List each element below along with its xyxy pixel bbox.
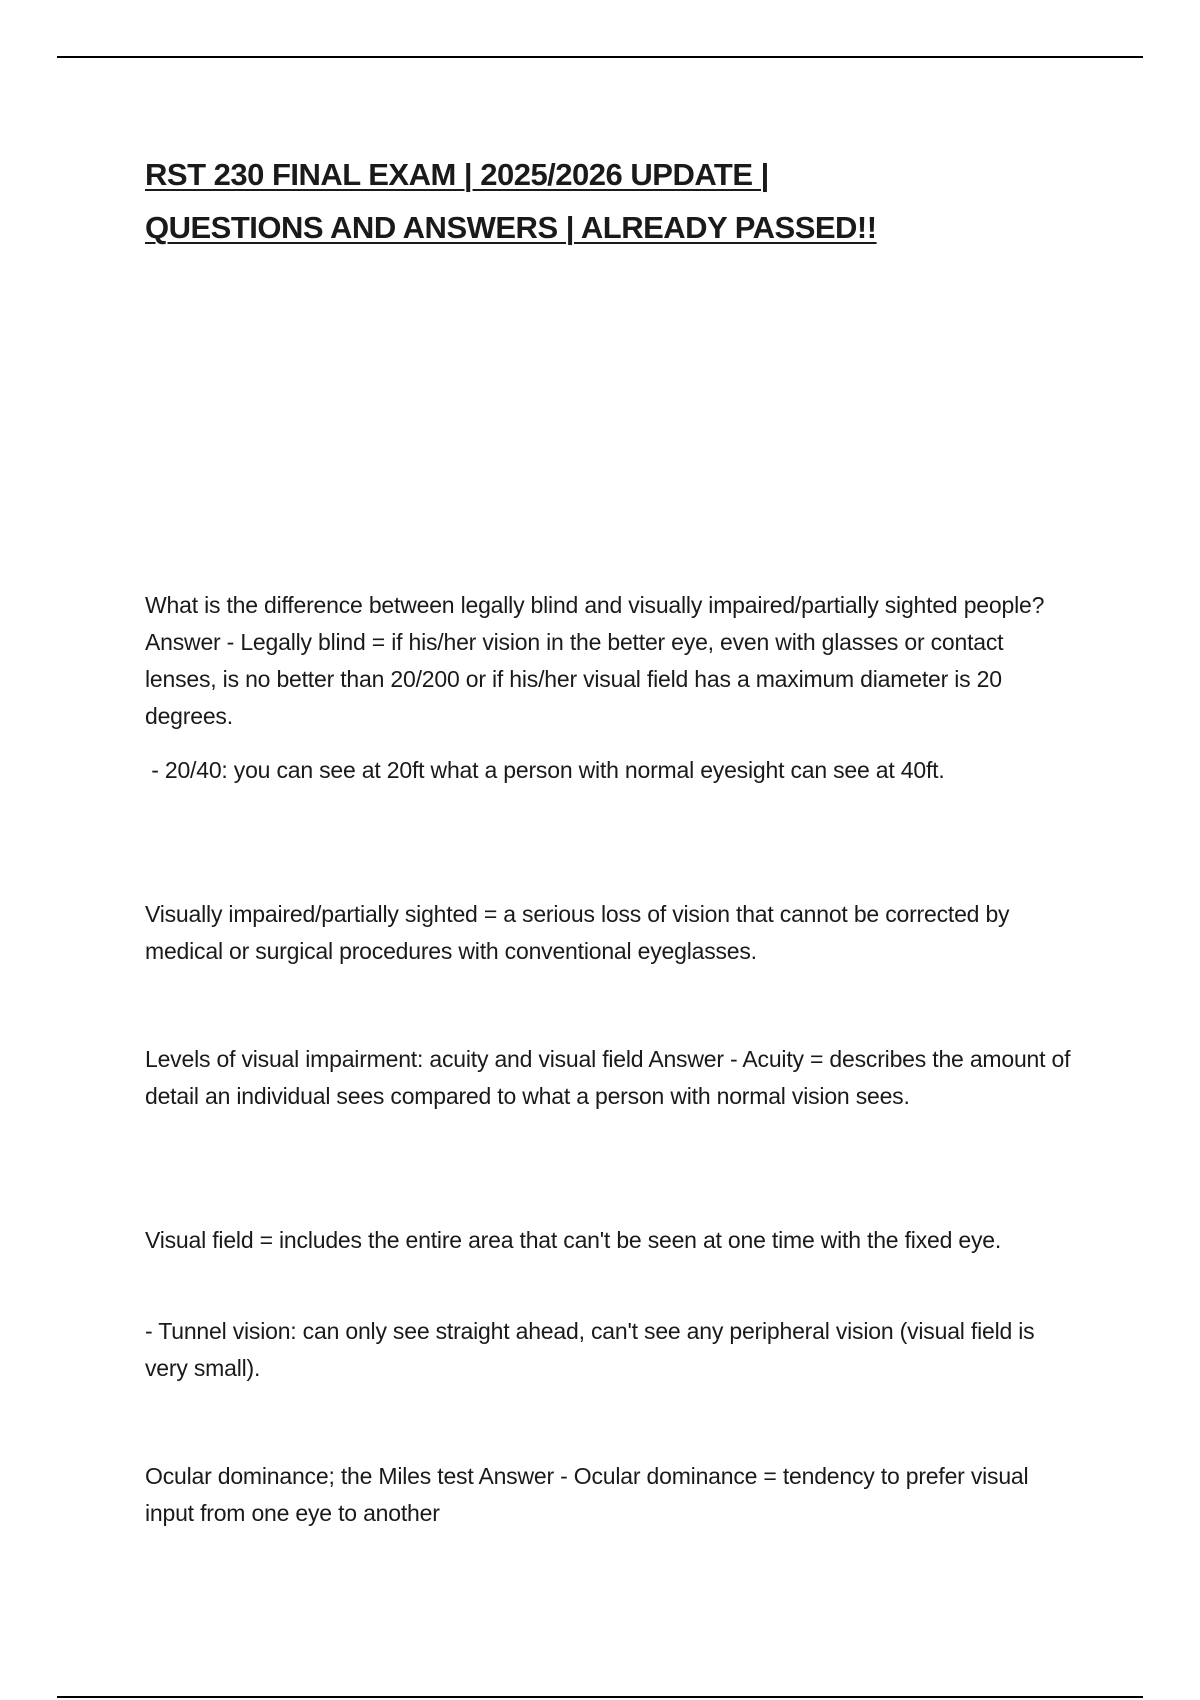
paragraph-ocular-dominance: Ocular dominance; the Miles test Answer - Ocular dominance = tendency to prefer visual input from one eye to another bbox=[145, 1463, 1029, 1526]
paragraph-visually-impaired: Visually impaired/partially sighted = a serious loss of vision that cannot be corrected by medical or surgical procedures with conventional eyeglasses. bbox=[145, 901, 1010, 964]
document-title bbox=[145, 148, 1075, 254]
paragraph-legally-blind: What is the difference between legally blind and visually impaired/partially sighted people? Answer - Legally blind = if his/her vision in the better eye, even with glasses or contact lenses, is no better than 20/200 or if his/her visual field has a maximum diameter is 20 degrees. bbox=[145, 592, 1045, 729]
paragraph-levels-of-impairment: Levels of visual impairment: acuity and visual field Answer - Acuity = describes the amount of detail an individual sees compared to what a person with normal vision sees. bbox=[145, 1046, 1071, 1109]
top-divider bbox=[57, 56, 1143, 58]
title-line-2: QUESTIONS AND ANSWERS | ALREADY PASSED!! bbox=[145, 210, 877, 245]
paragraph-tunnel-vision: - Tunnel vision: can only see straight ahead, can't see any peripheral vision (visual field is very small). bbox=[145, 1318, 1035, 1381]
paragraph-20-40: - 20/40: you can see at 20ft what a person with normal eyesight can see at 40ft. bbox=[145, 757, 945, 783]
paragraph-visual-field: Visual field = includes the entire area that can't be seen at one time with the fixed eye. bbox=[145, 1227, 1002, 1253]
title-line-1: RST 230 FINAL EXAM | 2025/2026 UPDATE | bbox=[145, 157, 769, 192]
bottom-divider bbox=[57, 1696, 1143, 1698]
